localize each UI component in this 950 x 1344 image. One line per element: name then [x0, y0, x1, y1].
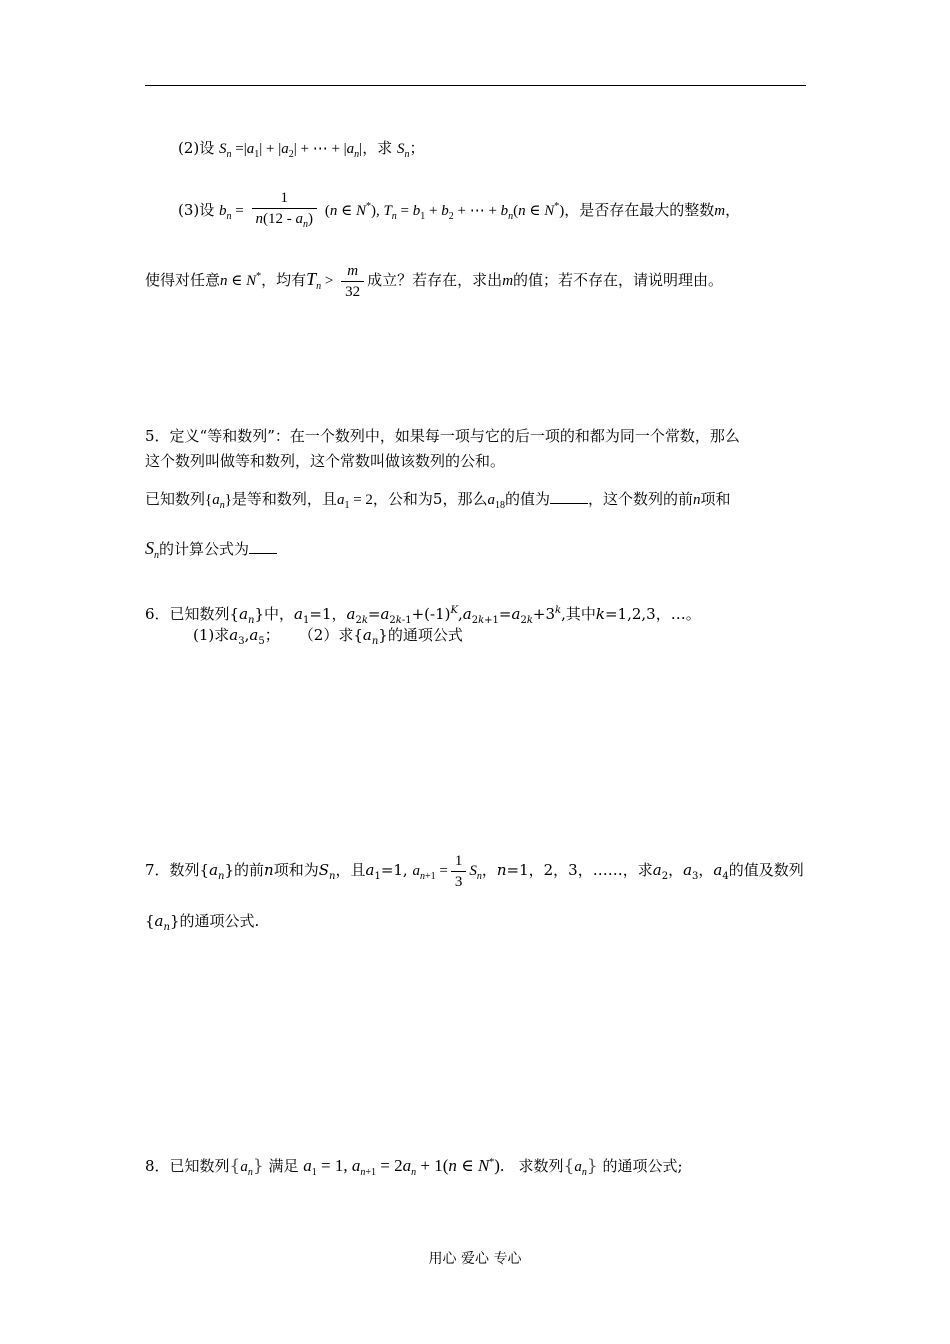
problem-3-line2: 使得对任意n ∈ N*，均有$T_n$ > $\frac{m}{32}$ 成立？若存在，求出m的值；若不存在，请说明理由。 [145, 262, 724, 300]
q6-line1: 6．已知数列$\{a_n\}$中，$a_1=1$，$a_{2k}=a_{2k-1}+(-1)^K,a_{2k+1}=a_{2k}+3^k$,其中k=1,2,3，…。 [145, 605, 701, 626]
q5-line1: 5．定义“等和数列”：在一个数列中，如果每一项与它的后一项的和都为同一个常数，那么 [145, 427, 740, 445]
q6-line2: (1)求$a_3,a_5$； （2）求$\{a_n\}$的通项公式 [193, 626, 463, 647]
problem-2: (2)设 $S_n =|a_1| + |a_2|$ + ⋯ + $|a_n|$，求 $S_n$； [178, 139, 425, 160]
q5-line3: 已知数列$\{a_n\}$是等和数列，且$a_1 = 2$，公和为5，那么$a_{18}$的值为 ，这个数列的前n项和 [145, 490, 731, 511]
answer-blank[interactable] [249, 539, 277, 554]
q5-line2: 这个数列叫做等和数列，这个常数叫做该数列的公和。 [145, 452, 506, 470]
problem-3: (3)设 $b_n$ = $\frac{1}{n(12 - a_n)}$ (n ∈ N*), $T_n = b_1 + b_2$ + ⋯ + $b_n(n$ ∈ N*)，是否存在最大的整数m， [178, 189, 741, 230]
q7-line2: $\{a_n\}$的通项公式. [145, 912, 260, 933]
header-rule [145, 85, 806, 86]
q8: 8．已知数列$\{a_n\}$ 满足 $a_1 = 1$, $a_{n+1} = 2a_n + 1(n$ ∈ N*). 求数列$\{a_n\}$ 的通项公式; [145, 1156, 683, 1178]
answer-blank[interactable] [550, 489, 588, 504]
page-footer: 用心 爱心 专心 [428, 1251, 522, 1267]
q5-line4: $S_n$的计算公式为 [145, 537, 277, 567]
q7-line1: 7．数列$\{a_n\}$的前n项和为$S_n$，且$a_1=1$, $a_{n+1}$ = $\frac{1}{3}$ $S_n$，n=1，2，3，……，求$a_2$，$a_3$，$a_4$的值及数列 [145, 852, 804, 890]
